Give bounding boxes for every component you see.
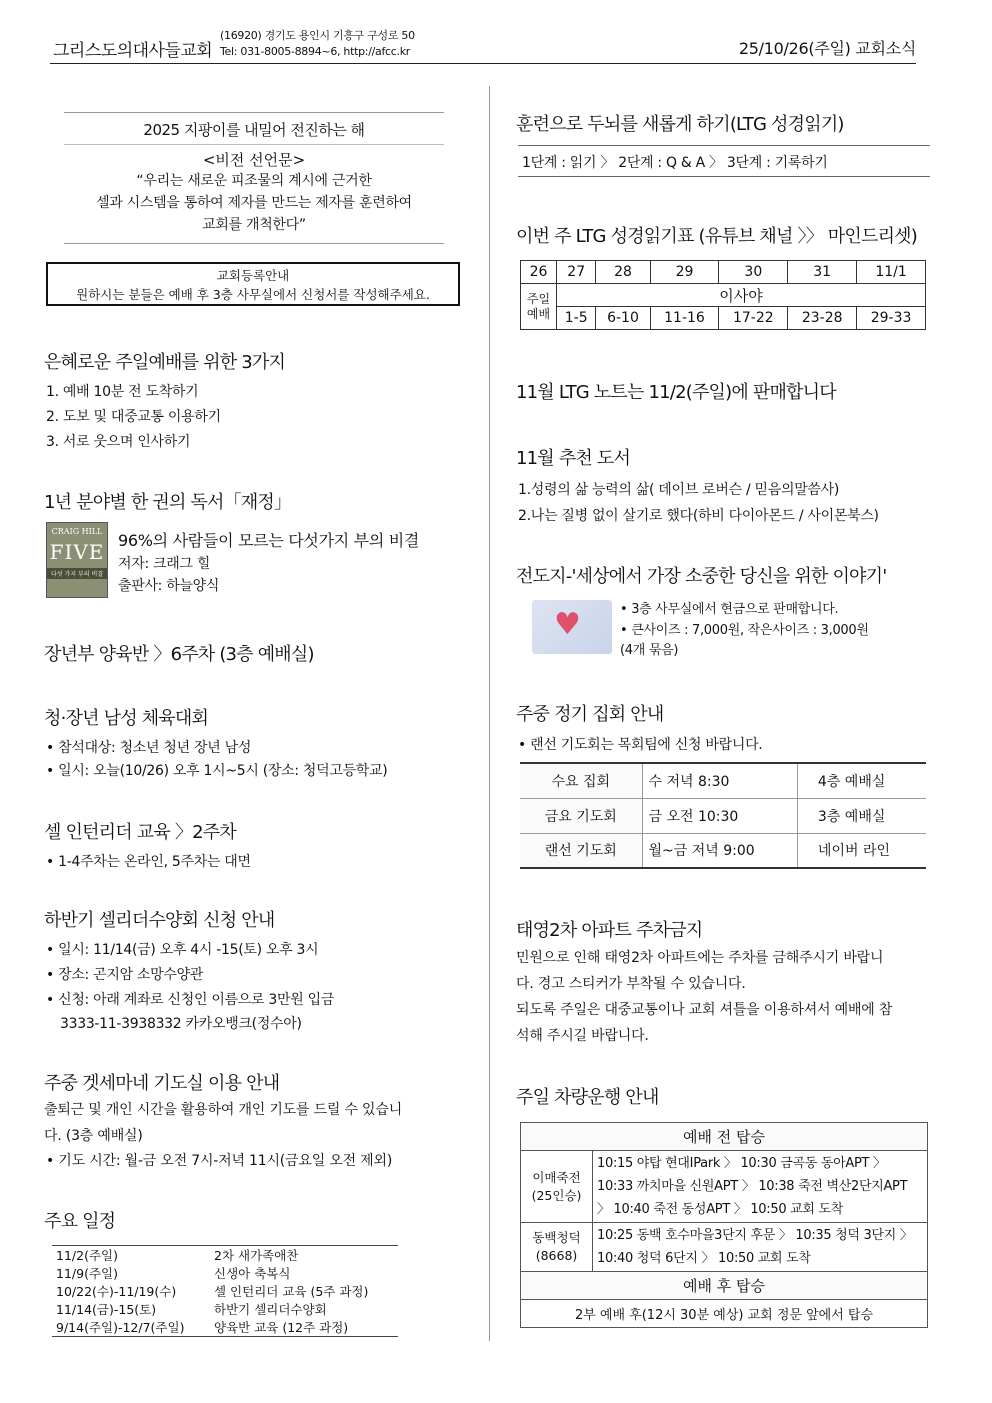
list-item: • 1-4주차는 온라인, 5주차는 대면 — [46, 854, 251, 870]
books-title: 11월 추천 도서 — [516, 448, 631, 469]
schedule-event: 2차 새가족애찬 — [214, 1248, 299, 1263]
chapter-cell: 6-10 — [596, 307, 650, 330]
chapter-cell: 23-28 — [788, 307, 857, 330]
list-item: • 일시: 11/14(금) 오후 4시 -15(토) 오후 3시 — [46, 942, 319, 958]
route-name — [521, 1151, 593, 1223]
list-item: 2.나는 질병 없이 살기로 했다(하비 다이아몬드 / 사이몬북스) — [518, 508, 879, 524]
chapter-cell: 11-16 — [650, 307, 719, 330]
schedule-event: 신생아 축복식 — [214, 1266, 291, 1281]
registration-title: 교회등록안내 — [216, 268, 290, 283]
list-item: • 참석대상: 청소년 청년 장년 남성 — [46, 740, 252, 756]
list-item: • 일시: 오늘(10/26) 오후 1시~5시 (장소: 청덕고등학교) — [46, 763, 388, 779]
church-name: 그리스도의대사들교회 — [53, 41, 213, 61]
book-cover-image — [46, 522, 108, 598]
youth-class-title: 장년부 양육반 〉6주차 (3층 예배실) — [44, 644, 314, 665]
heart-icon: ♥ — [554, 607, 581, 642]
ltg-reading-table — [520, 260, 926, 330]
list-item: 3. 서로 웃으며 인사하기 — [46, 434, 191, 450]
schedule-date: 10/22(수)-11/19(수) — [56, 1284, 177, 1299]
route-name-text: 이매죽전 — [532, 1169, 581, 1185]
table-row — [52, 1282, 398, 1300]
schedule-date: 9/14(주일)-12/7(주일) — [56, 1320, 185, 1335]
ltg-note-title: 11월 LTG 노트는 11/2(주일)에 판매합니다 — [516, 382, 836, 403]
prayer-room-time: • 기도 시간: 월-금 오전 7시-저녁 11시(금요일 오전 제외) — [46, 1153, 393, 1169]
parking-title: 태영2차 아파트 주차금지 — [516, 920, 703, 941]
schedule-date: 11/14(금)-15(토) — [56, 1302, 157, 1317]
worship-title: 은혜로운 주일예배를 위한 3가지 — [44, 352, 286, 373]
route-line: 10:33 까치마을 신원APT 〉 10:38 죽전 벽산2단지APT — [597, 1179, 908, 1194]
cell-leader-title: 셀 인턴리더 교육 〉2주차 — [44, 822, 236, 843]
table-row — [52, 1264, 398, 1282]
meetings-table — [520, 762, 926, 869]
prayer-room-title: 주중 겟세마네 기도실 이용 안내 — [44, 1073, 280, 1094]
vision-line: “우리는 새로운 피조물의 계시에 근거한 — [136, 173, 372, 189]
route-stops — [593, 1151, 928, 1223]
contact-line: Tel: 031-8005-8894~6, http://afcc.kr — [220, 45, 411, 58]
route-line: 10:40 청덕 6단지 〉 10:50 교회 도착 — [597, 1251, 811, 1266]
registration-box — [46, 262, 460, 306]
parking-text: 민원으로 인해 태영2차 아파트에는 주차를 금해주시기 바랍니 — [516, 950, 884, 966]
meeting-name: 금요 기도회 — [520, 798, 642, 833]
shuttle-table — [520, 1122, 928, 1328]
meeting-time: 금 오전 10:30 — [642, 798, 797, 833]
schedule-event: 하반기 셀리더수양회 — [214, 1302, 327, 1317]
day-cell: 27 — [557, 261, 596, 284]
schedule-event: 셀 인턴리더 교육 (5주 과정) — [214, 1284, 369, 1299]
list-item: • 큰사이즈 : 7,000원, 작은사이즈 : 3,000원 — [620, 623, 869, 638]
book-publisher: 출판사: 하늘양식 — [118, 578, 220, 594]
right-column — [516, 0, 930, 1403]
left-column — [44, 0, 462, 1403]
schedule-table — [52, 1245, 398, 1337]
list-item: 2. 도보 및 대중교통 이용하기 — [46, 409, 221, 425]
reading-title: 1년 분야별 한 권의 독서「재정」 — [44, 492, 292, 513]
route-name — [521, 1223, 593, 1272]
list-item: 1. 예배 10분 전 도착하기 — [46, 384, 199, 400]
day-cell: 11/1 — [857, 261, 926, 284]
route-stops — [593, 1223, 928, 1272]
tract-title: 전도지-'세상에서 가장 소중한 당신을 위한 이야기' — [516, 566, 887, 587]
vision-subtitle: <비전 선언문> — [202, 151, 306, 169]
list-item: • 장소: 곤지암 소망수양관 — [46, 967, 204, 983]
parking-text: 되도록 주일은 대중교통이나 교회 셔틀을 이용하셔서 예배에 참 — [516, 1002, 893, 1018]
table-row — [521, 284, 926, 307]
column-divider — [489, 86, 490, 1341]
tract-image — [532, 600, 612, 654]
prayer-room-text: 출퇴근 및 개인 시간을 활용하여 개인 기도를 드릴 수 있습니 — [44, 1102, 403, 1118]
cover-author: CRAIG HILL — [51, 527, 103, 536]
chapter-cell: 1-5 — [557, 307, 596, 330]
table-row — [521, 307, 926, 330]
list-item: • 신청: 아래 계좌로 신청인 이름으로 3만원 입금 — [46, 992, 335, 1008]
meeting-time: 수 저녁 8:30 — [642, 763, 797, 798]
schedule-date: 11/9(주일) — [56, 1266, 118, 1281]
table-row — [52, 1318, 398, 1337]
table-row — [521, 1123, 928, 1151]
ltg-steps: 1단계 : 읽기 〉 2단계 : Q & A 〉 3단계 : 기록하기 — [518, 145, 930, 177]
table-row — [52, 1300, 398, 1318]
cover-word: FIVE — [49, 540, 105, 564]
route-capacity: (8668) — [535, 1248, 578, 1263]
book-author: 저자: 크래그 힐 — [118, 556, 211, 572]
cover-subtitle: 다섯 가지 부의 비결 — [47, 568, 107, 579]
meeting-place: 4층 예배실 — [797, 763, 926, 798]
table-row — [521, 1272, 928, 1300]
after-service-text: 2부 예배 후(12시 30분 예상) 교회 정문 앞에서 탑승 — [521, 1300, 928, 1328]
book-name: 이사야 — [557, 284, 926, 307]
meeting-name: 수요 집회 — [520, 763, 642, 798]
table-row — [521, 261, 926, 284]
table-row — [52, 1246, 398, 1265]
schedule-event: 양육반 교육 (12주 과정) — [214, 1320, 349, 1335]
chapter-cell: 29-33 — [857, 307, 926, 330]
retreat-title: 하반기 셀리더수양회 신청 안내 — [44, 910, 275, 931]
table-row — [520, 798, 926, 833]
route-capacity: (25인승) — [531, 1187, 582, 1203]
schedule-date: 11/2(주일) — [56, 1248, 118, 1263]
route-line: 10:25 동백 호수마을3단지 후문 〉 10:35 청덕 3단지 〉 — [597, 1228, 913, 1243]
sports-title: 청·장년 남성 체육대회 — [44, 708, 209, 729]
meeting-name: 랜선 기도회 — [520, 833, 642, 868]
after-service-header: 예배 후 탑승 — [521, 1272, 928, 1300]
meeting-place: 3층 예배실 — [797, 798, 926, 833]
day-cell: 28 — [596, 261, 650, 284]
table-row — [520, 763, 926, 798]
before-service-header: 예배 전 탑승 — [521, 1123, 928, 1151]
route-line: 〉 10:40 죽전 동성APT 〉 10:50 교회 도착 — [597, 1202, 843, 1217]
prayer-room-text: 다. (3층 예배실) — [44, 1128, 143, 1144]
shuttle-title: 주일 차량운행 안내 — [516, 1087, 659, 1108]
list-item: • 3층 사무실에서 현금으로 판매합니다. — [620, 602, 839, 617]
list-item: 1.성령의 삶 능력의 삶( 데이브 로버슨 / 믿음의말씀사) — [518, 482, 840, 498]
ltg-training-title: 훈련으로 두뇌를 새롭게 하기(LTG 성경읽기) — [516, 114, 844, 135]
book-title: 96%의 사람들이 모르는 다섯가지 부의 비결 — [118, 531, 420, 550]
meeting-time: 월~금 저녁 9:00 — [642, 833, 797, 868]
parking-text: 다. 경고 스티커가 부착될 수 있습니다. — [516, 976, 746, 992]
vision-line: 셀과 시스템을 통하여 제자를 만드는 제자를 훈련하여 — [96, 195, 412, 211]
meetings-title: 주중 정기 집회 안내 — [516, 704, 664, 725]
day-cell: 29 — [650, 261, 719, 284]
vision-box — [64, 112, 444, 244]
meeting-place: 네이버 라인 — [797, 833, 926, 868]
list-item: (4개 묶음) — [620, 643, 679, 658]
table-row — [521, 1151, 928, 1223]
route-line: 10:15 야탑 현대IPark 〉 10:30 금곡동 동아APT 〉 — [597, 1156, 886, 1171]
parking-text: 석해 주시길 바랍니다. — [516, 1028, 649, 1044]
day-cell: 31 — [788, 261, 857, 284]
meetings-note: • 랜선 기도회는 목회팀에 신청 바랍니다. — [518, 737, 763, 753]
vision-title: 2025 지팡이를 내밀어 전진하는 해 — [64, 119, 444, 145]
row-label: 주일 예배 — [521, 284, 557, 330]
table-row — [520, 833, 926, 868]
address-line: (16920) 경기도 용인시 기흥구 구성로 50 — [220, 29, 415, 42]
schedule-title: 주요 일정 — [44, 1211, 116, 1232]
registration-text: 원하시는 분들은 예배 후 3층 사무실에서 신청서를 작성해주세요. — [76, 287, 430, 302]
table-row — [521, 1223, 928, 1272]
day-cell: 26 — [521, 261, 557, 284]
route-name-text: 동백청덕 — [532, 1230, 581, 1245]
day-cell: 30 — [719, 261, 788, 284]
account-number: 3333-11-3938332 카카오뱅크(정수아) — [60, 1016, 302, 1032]
bulletin-date: 25/10/26(주일) 교회소식 — [738, 39, 916, 58]
vision-line: 교회를 개척한다” — [202, 217, 306, 233]
table-row — [521, 1300, 928, 1328]
chapter-cell: 17-22 — [719, 307, 788, 330]
ltg-table-title: 이번 주 LTG 성경읽기표 (유튜브 채널 〉〉 마인드리셋) — [516, 226, 917, 247]
